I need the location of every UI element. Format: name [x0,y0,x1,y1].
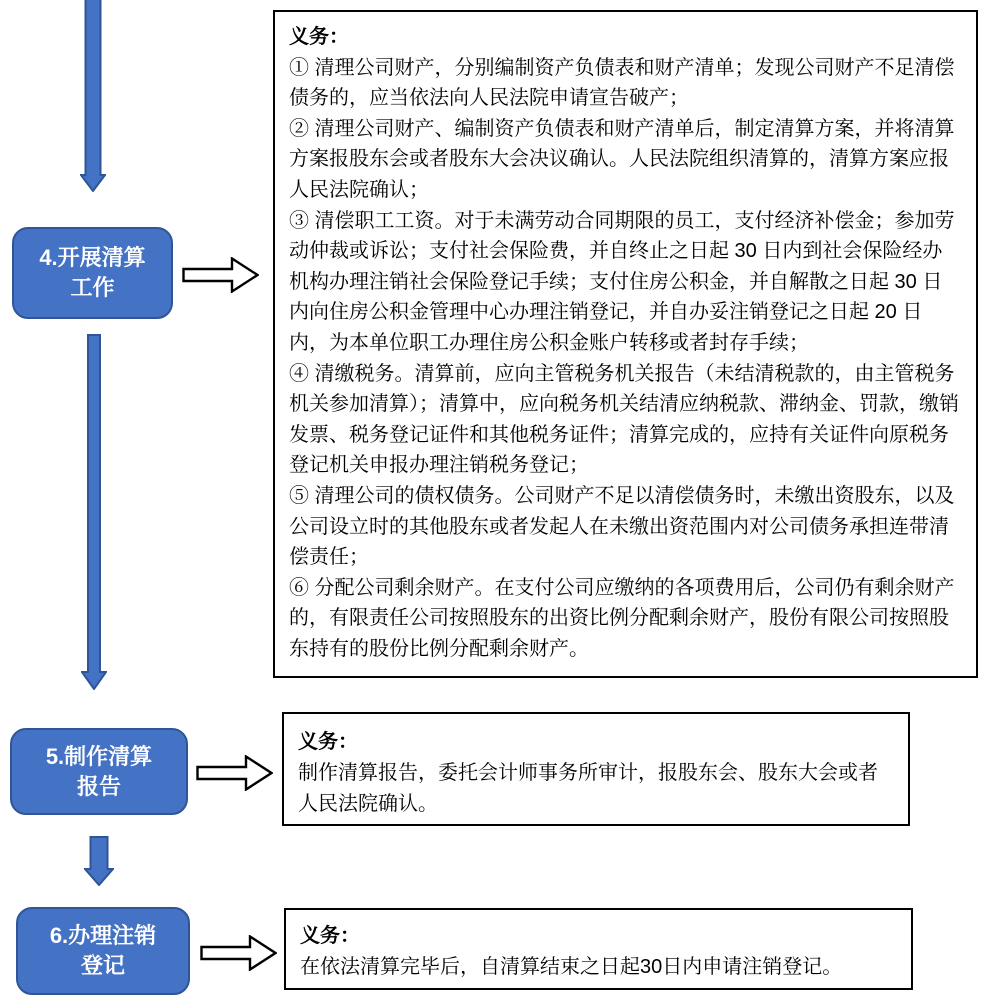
duty-item: ① 清理公司财产，分别编制资产负债表和财产清单；发现公司财产不足清偿债务的，应当依法向人民法院申请宣告破产； [289,56,955,110]
duty-item: 在依法清算完毕后，自清算结束之日起30日内申请注销登记。 [300,956,843,978]
duty-item: ⑥ 分配公司剩余财产。在支付公司应缴纳的各项费用后，公司仍有剩余财产的，有限责任公司按照股东的出资比例分配剩余财产，股份有限公司按照股东持有的股份比例分配剩余财产。 [289,576,955,660]
step-node-5-label-line2: 报告 [76,773,121,799]
duty-item: ④ 清缴税务。清算前，应向主管税务机关报告（未结清税款的，由主管税务机关参加清算）；清算中，应向税务机关结清应纳税款、滞纳金、罚款，缴销发票、税务登记证件和其他税务证件；清算完成的，应持有关证件向原税务登记机关申报办理注销税务登记； [289,362,959,477]
duty-box-step-4 [273,10,978,678]
duty-title: 义务： [289,26,349,48]
step-node-4 [12,227,173,319]
arrow-right-hollow-step-6-icon [200,935,277,971]
arrow-right-hollow-step-4-icon [182,257,259,293]
arrow-down-step-5-to-6-icon [84,836,114,886]
step-node-4-label-line1: 4.开展清算 [39,245,146,270]
duty-item: ⑤ 清理公司的债权债务。公司财产不足以清偿债务时，未缴出资股东，以及公司设立时的其他股东或者发起人在未缴出资范围内对公司债务承担连带清偿责任； [289,484,955,569]
duty-item: 制作清算报告，委托会计师事务所审计，报股东会、股东大会或者人民法院确认。 [298,762,878,815]
step-node-6-label-line2: 登记 [80,953,125,978]
duty-title: 义务： [300,925,360,947]
step-node-4-label-line2: 工作 [70,275,115,300]
duty-item: ③ 清偿职工工资。对于未满劳动合同期限的员工，支付经济补偿金；参加劳动仲裁或诉讼；支付社会保险费，并自终止之日起 30 日内到社会保险经办机构办理注销社会保险登记手续；支付住房公积金，并自解散之日起 30 日内向住房公积金管理中心办理注销登记，并自办妥注销登记之日起 20 日内，为本单位职工办理住房公积金账户转移或者封存手续； [289,209,955,354]
arrow-right-hollow-step-5-icon [196,755,273,791]
arrow-down-into-step-4-icon [80,0,106,192]
step-node-5 [10,728,188,815]
duty-item: ② 清理公司财产、编制资产负债表和财产清单后，制定清算方案，并将清算方案报股东会或者股东大会决议确认。人民法院组织清算的，清算方案应报人民法院确认； [289,117,955,201]
arrow-down-step-4-to-5-icon [81,334,107,690]
step-node-6 [16,907,190,995]
duty-box-step-5 [282,712,910,826]
step-node-6-label-line1: 6.办理注销 [49,923,157,948]
duty-box-step-6 [284,908,913,990]
step-node-5-label-line1: 5.制作清算 [45,743,153,769]
duty-title: 义务： [298,731,358,753]
